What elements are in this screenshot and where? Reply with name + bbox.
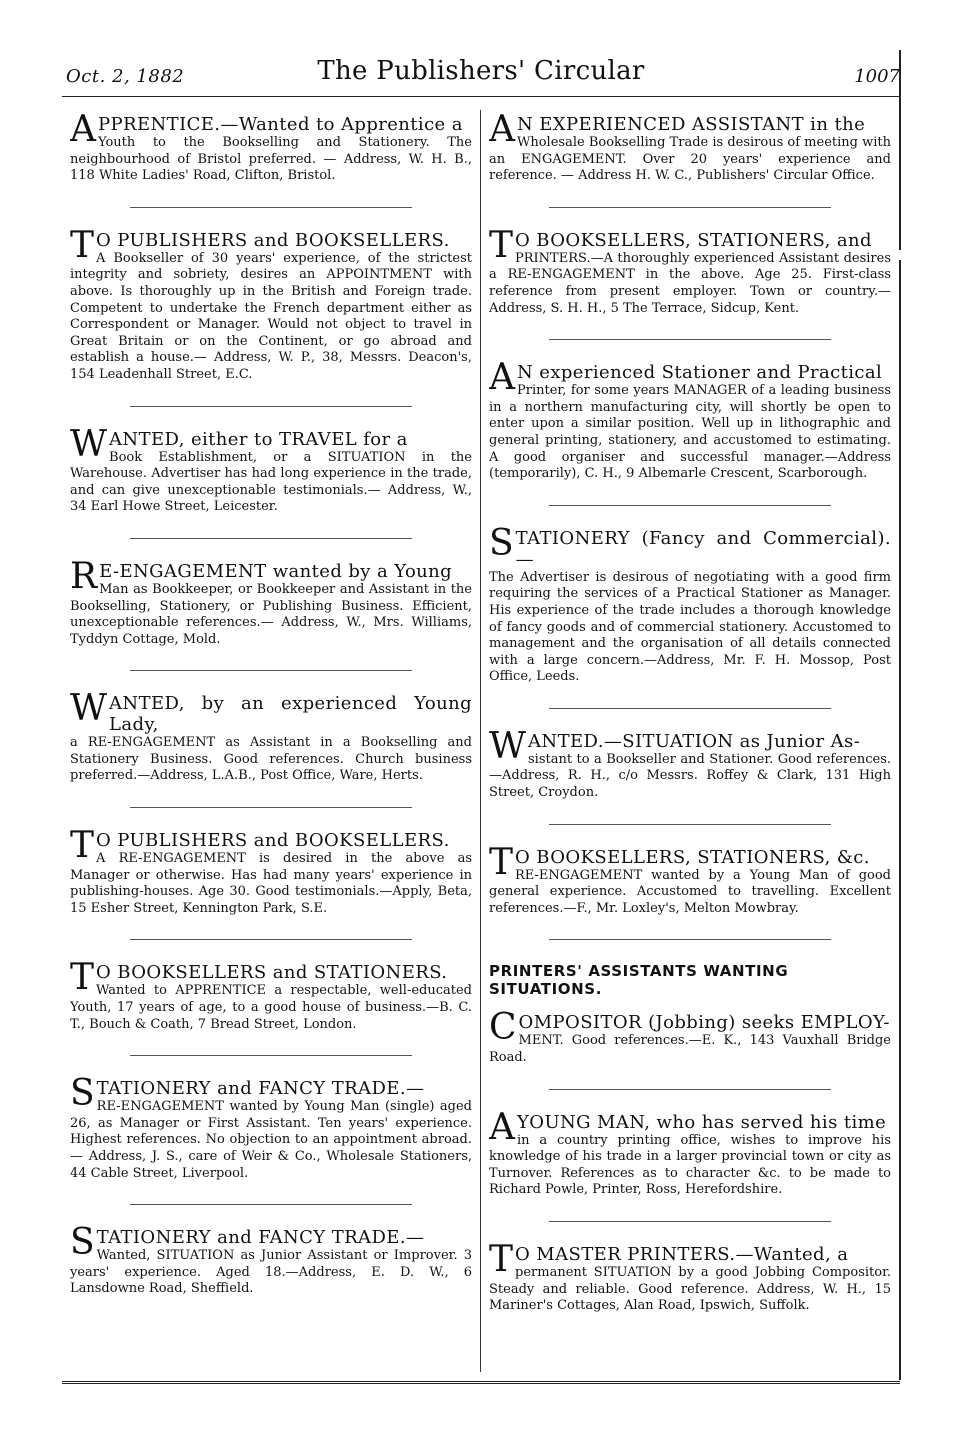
journal-title: The Publishers' Circular: [317, 56, 645, 86]
advertisement-body: Book Establishment, or a SITUATION in the Warehouse. Advertiser has had long experience in the trade, and can give unexceptionable testimonials.— Address, W., 34 Earl Howe Street, Leicester.: [70, 449, 472, 515]
header-rule: [62, 96, 900, 97]
advertisement-body: The Advertiser is desirous of negotiating with a good firm requiring the services of a Practical Stationer as Manager. His experience of the trade includes a thorough knowledge of fancy goods and of commercial stationery. Accustomed to management and the organisation of all details connected with a large concern.—Address, Mr. F. H. Mossop, Post Office, Leeds.: [489, 569, 891, 685]
drop-initial: T: [70, 224, 95, 266]
advertisement-body: A Bookseller of 30 years' experience, of the strictest integrity and sobriety, desires an APPOINTMENT with above. Is thoroughly up in the British and Foreign trade. Competent to undertake the French department either as Correspondent or Manager. Would not object to travel in Great Britain or on the Continent, or go abroad and establish a house.— Address, W. P., 38, Messrs. Deacon's, 154 Leadenhall Street, E.C.: [70, 250, 472, 382]
advertisement-separator: [549, 207, 830, 208]
advertisement-headline: O BOOKSELLERS, STATIONERS, and: [515, 229, 872, 251]
drop-initial: T: [489, 224, 514, 266]
column-divider: [480, 110, 481, 1372]
left-column: [70, 114, 472, 1372]
drop-initial: W: [70, 688, 108, 730]
advertisement-text: [70, 224, 472, 384]
advertisement-separator: [549, 939, 830, 940]
drop-initial: S: [70, 1073, 95, 1115]
advertisement-text: [489, 1239, 891, 1315]
advertisement-body: MENT. Good references.—E. K., 143 Vauxhall Bridge Road.: [489, 1033, 891, 1066]
advertisement-text: [70, 114, 472, 185]
advertisement-text: [70, 1073, 472, 1182]
advertisement-text: [489, 357, 891, 483]
advertisement-text: [70, 555, 472, 648]
advertisement-separator: [549, 339, 830, 340]
advertisement-separator: [130, 807, 411, 808]
right-column: [489, 114, 891, 1372]
advertisement: [489, 114, 891, 185]
drop-initial: A: [489, 114, 515, 150]
page-number: 1007: [854, 66, 900, 87]
drop-initial: T: [70, 957, 95, 999]
advertisement-text: [70, 423, 472, 516]
advertisement-separator: [130, 670, 411, 671]
advertisement-body: sistant to a Bookseller and Stationer. Good references.—Address, R. H., c/o Messrs. Roffey & Clark, 131 High Street, Croydon.: [489, 751, 891, 801]
drop-initial: T: [70, 825, 95, 867]
advertisement-text: [70, 825, 472, 917]
drop-initial: W: [70, 423, 108, 465]
advertisement: [489, 841, 891, 918]
advertisement: [70, 114, 472, 185]
page-edge-mark: [899, 50, 901, 250]
drop-initial: A: [489, 1106, 515, 1148]
advertisement-body: A RE-ENGAGEMENT is desired in the above as Manager or otherwise. Has had many years' experience in publishing-houses. Age 30. Good testimonials.—Apply, Beta, 15 Esher Street, Kennington Park, S.E.: [70, 851, 472, 916]
advertisement-body: Wholesale Bookselling Trade is desirous of meeting with an ENGAGEMENT. Over 20 years' experience and reference. — Address H. W. C., Publishers' Circular Office.: [489, 135, 891, 184]
advertisement-body: Man as Bookkeeper, or Bookkeeper and Assistant in the Bookselling, Stationery, or Publishing Business. Efficient, unexceptionable references.— Address, W., Mrs. Williams, Tyddyn Cottage, Mold.: [70, 581, 472, 647]
advertisement: [70, 1073, 472, 1182]
advertisement-separator: [130, 939, 411, 940]
advertisement-headline: O PUBLISHERS and BOOKSELLERS.: [96, 229, 450, 251]
drop-initial: T: [489, 1239, 514, 1280]
advertisement-headline: ANTED, either to TRAVEL for a: [109, 428, 408, 450]
advertisement: [489, 1239, 891, 1315]
advertisement-text: [489, 725, 891, 802]
advertisement: [489, 224, 891, 317]
advertisement-headline: YOUNG MAN, who has served his time: [517, 1111, 887, 1133]
footer-rule: [62, 1381, 900, 1384]
drop-initial: R: [70, 555, 98, 597]
drop-initial: A: [70, 114, 96, 150]
advertisement: [489, 522, 891, 686]
advertisement: [70, 688, 472, 785]
advertisement-separator: [130, 538, 411, 539]
advertisement: [489, 1007, 891, 1066]
advertisement-separator: [549, 1089, 830, 1090]
advertisement-body: in a country printing office, wishes to improve his knowledge of his trade in a larger provincial town or city as Turnover. References as to character &c. to be made to Richard Powle, Printer, Ross, Herefordshire.: [489, 1132, 891, 1198]
drop-initial: S: [489, 522, 514, 564]
advertisement-separator: [549, 1221, 830, 1222]
advertisement-headline: TATIONERY (Fancy and Commercial).—: [515, 527, 891, 570]
advertisement: [489, 1106, 891, 1199]
section-heading: PRINTERS' ASSISTANTS WANTING SITUATIONS.: [489, 962, 789, 999]
advertisement-text: [489, 224, 891, 317]
advertisement-headline: TATIONERY and FANCY TRADE.—: [96, 1078, 425, 1100]
advertisement-body: Wanted to APPRENTICE a respectable, well-educated Youth, 17 years of age, to a good house of business.—B. C. T., Bouch & Coath, 7 Bread Street, London.: [70, 983, 472, 1032]
advertisement-text: [489, 114, 891, 185]
drop-initial: C: [489, 1007, 517, 1049]
advertisement-separator: [130, 1055, 411, 1056]
advertisement-body: PRINTERS.—A thoroughly experienced Assistant desires a RE-ENGAGEMENT in the above. Age 25. First-class reference from present employer. Town or country.—Address, S. H. H., 5 The Terrace, Sidcup, Kent.: [489, 250, 891, 316]
advertisement-headline: O MASTER PRINTERS.—Wanted, a: [515, 1244, 849, 1265]
advertisement-body: Youth to the Bookselling and Stationery. The neighbourhood of Bristol preferred. — Address, W. H. B., 118 White Ladies' Road, Clifton, Bristol.: [70, 135, 472, 184]
advertisement-headline: N experienced Stationer and Practical: [517, 362, 883, 384]
advertisement-body: Printer, for some years MANAGER of a leading business in a northern manufacturing city, will shortly be open to enter upon a similar position. Well up in lithographic and general printing, stationery, and accustomed to estimating. A good organiser and successful manager.—Address (temporarily), C. H., 9 Albemarle Crescent, Scarborough.: [489, 383, 891, 482]
advertisement-body: RE-ENGAGEMENT wanted by Young Man (single) aged 26, as Manager or First Assistant. Ten years' experience. Highest references. No objection to an appointment abroad. — Address, J. S., care of Weir & Co., Wholesale Stationers, 44 Cable Street, Liverpool.: [70, 1099, 472, 1181]
advertisement-separator: [549, 824, 830, 825]
advertisement: [70, 1222, 472, 1298]
advertisement: [489, 725, 891, 802]
advertisement: [489, 357, 891, 483]
advertisement-headline: TATIONERY and FANCY TRADE.—: [96, 1227, 425, 1249]
advertisement-headline: ANTED.—SITUATION as Junior As-: [528, 730, 861, 752]
advertisement-text: [489, 841, 891, 918]
advertisement: [70, 825, 472, 917]
issue-date: Oct. 2, 1882: [66, 66, 185, 87]
advertisement-text: [489, 1106, 891, 1199]
advertisement: [70, 224, 472, 384]
advertisement-separator: [130, 207, 411, 208]
drop-initial: S: [70, 1222, 95, 1264]
advertisement-headline: PPRENTICE.—Wanted to Apprentice a: [98, 114, 463, 135]
advertisement-text: [70, 957, 472, 1033]
advertisement-headline: ANTED, by an experienced Young Lady,: [109, 693, 472, 736]
advertisement-headline: O BOOKSELLERS and STATIONERS.: [96, 962, 448, 984]
advertisement-separator: [549, 708, 830, 709]
advertisement-body: permanent SITUATION by a good Jobbing Compositor. Steady and reliable. Good reference. Address, W. H., 15 Mariner's Cottages, Alan Road, Ipswich, Suffolk.: [489, 1265, 891, 1314]
advertisement-separator: [549, 505, 830, 506]
advertisement-text: [70, 1222, 472, 1298]
advertisement-text: [489, 522, 891, 686]
drop-initial: W: [489, 725, 527, 767]
drop-initial: A: [489, 357, 515, 399]
advertisement: [70, 555, 472, 648]
advertisement-text: [70, 688, 472, 785]
advertisement-headline: OMPOSITOR (Jobbing) seeks EMPLOY-: [518, 1012, 890, 1034]
advertisement-headline: N EXPERIENCED ASSISTANT in the: [517, 114, 866, 135]
advertisement: [70, 957, 472, 1033]
advertisement-separator: [130, 406, 411, 407]
drop-initial: T: [489, 841, 514, 883]
advertisement-body: a RE-ENGAGEMENT as Assistant in a Bookselling and Stationery Business. Good references. Church business preferred.—Address, L.A.B., Post Office, Ware, Herts.: [70, 735, 472, 784]
advertisement-body: RE-ENGAGEMENT wanted by a Young Man of good general experience. Accustomed to travelling. Excellent references.—F., Mr. Loxley's, Melton Mowbray.: [489, 867, 891, 916]
page-header: [62, 54, 900, 94]
page-edge-mark: [899, 260, 901, 1380]
advertisement-headline: E-ENGAGEMENT wanted by a Young: [99, 560, 453, 582]
advertisement-text: [489, 1007, 891, 1066]
advertisement-body: Wanted, SITUATION as Junior Assistant or Improver. 3 years' experience. Aged 18.—Address, E. D. W., 6 Lansdowne Road, Sheffield.: [70, 1248, 472, 1297]
advertisement-headline: O BOOKSELLERS, STATIONERS, &c.: [515, 846, 870, 868]
advertisement: [70, 423, 472, 516]
advertisement-headline: O PUBLISHERS and BOOKSELLERS.: [96, 830, 450, 852]
advertisement-separator: [130, 1204, 411, 1205]
